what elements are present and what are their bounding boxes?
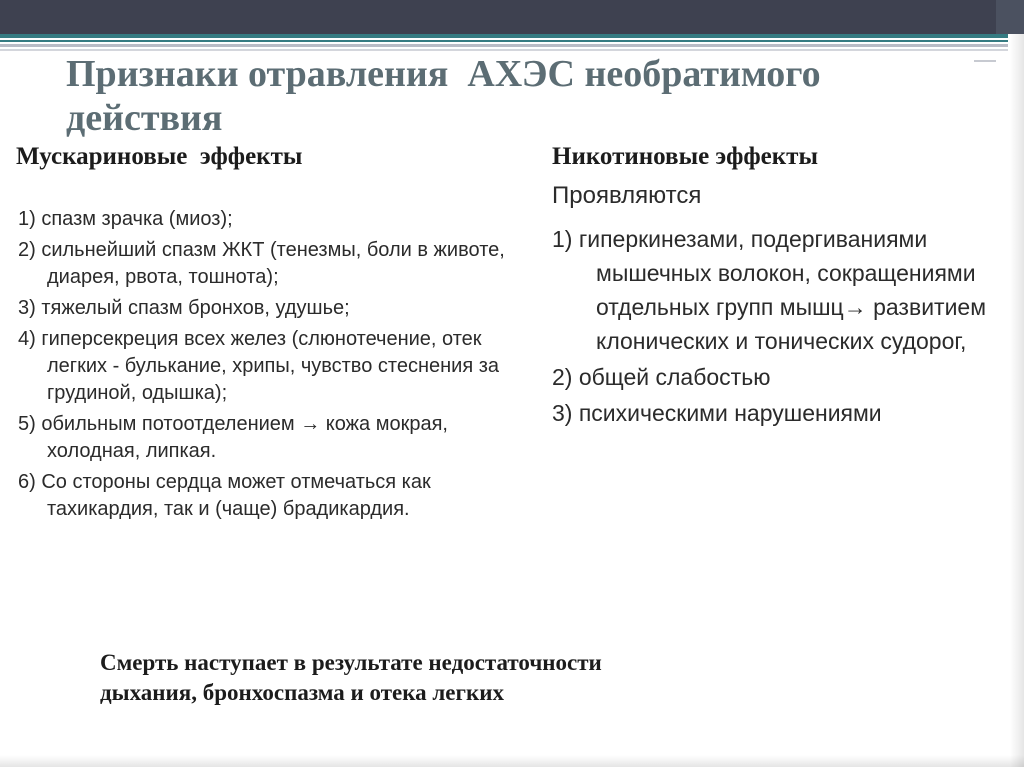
top-bar bbox=[0, 0, 1024, 34]
page-shadow-bottom bbox=[0, 755, 1024, 767]
list-item: 2) общей слабостью bbox=[552, 364, 771, 390]
list-item: 5) обильным потоотделением → кожа мокрая, холодная, липкая. bbox=[18, 413, 448, 462]
teal-stripe bbox=[0, 34, 1008, 38]
nicotinic-list bbox=[552, 222, 1002, 432]
teal-stripe-thin bbox=[0, 40, 1008, 42]
muscarinic-heading: Мускариновые эффекты bbox=[16, 143, 303, 170]
gray-stripe bbox=[0, 44, 1008, 47]
slide-title: Признаки отравления АХЭС необратимого действия bbox=[66, 53, 821, 139]
decorative-line bbox=[974, 60, 996, 62]
conclusion-text: Смерть наступает в результате недостаточности дыхания, бронхоспазма и отека легких bbox=[100, 650, 602, 705]
top-bar-corner bbox=[996, 0, 1024, 34]
list-item: 1) гиперкинезами, подергиваниями мышечных волокон, сокращениями отдельных групп мышц→ развитием клонических и тонических судорог, bbox=[552, 226, 987, 354]
list-item: 3) психическими нарушениями bbox=[552, 400, 882, 426]
light-stripe bbox=[0, 49, 1008, 51]
list-item: 2) сильнейший спазм ЖКТ (тенезмы, боли в животе, диарея, рвота, тошнота); bbox=[18, 239, 505, 288]
muscarinic-list bbox=[18, 206, 518, 527]
list-item: 1) спазм зрачка (миоз); bbox=[18, 208, 233, 230]
nicotinic-intro: Проявляются bbox=[552, 182, 702, 209]
page-shadow-right bbox=[1010, 34, 1024, 767]
list-item: 3) тяжелый спазм бронхов, удушье; bbox=[18, 297, 350, 319]
nicotinic-heading: Никотиновые эффекты bbox=[552, 143, 818, 170]
list-item: 4) гиперсекреция всех желез (слюнотечение, отек легких - булькание, хрипы, чувство стеснения за грудиной, одышка); bbox=[18, 328, 500, 404]
list-item: 6) Со стороны сердца может отмечаться как тахикардия, так и (чаще) брадикардия. bbox=[18, 471, 431, 520]
